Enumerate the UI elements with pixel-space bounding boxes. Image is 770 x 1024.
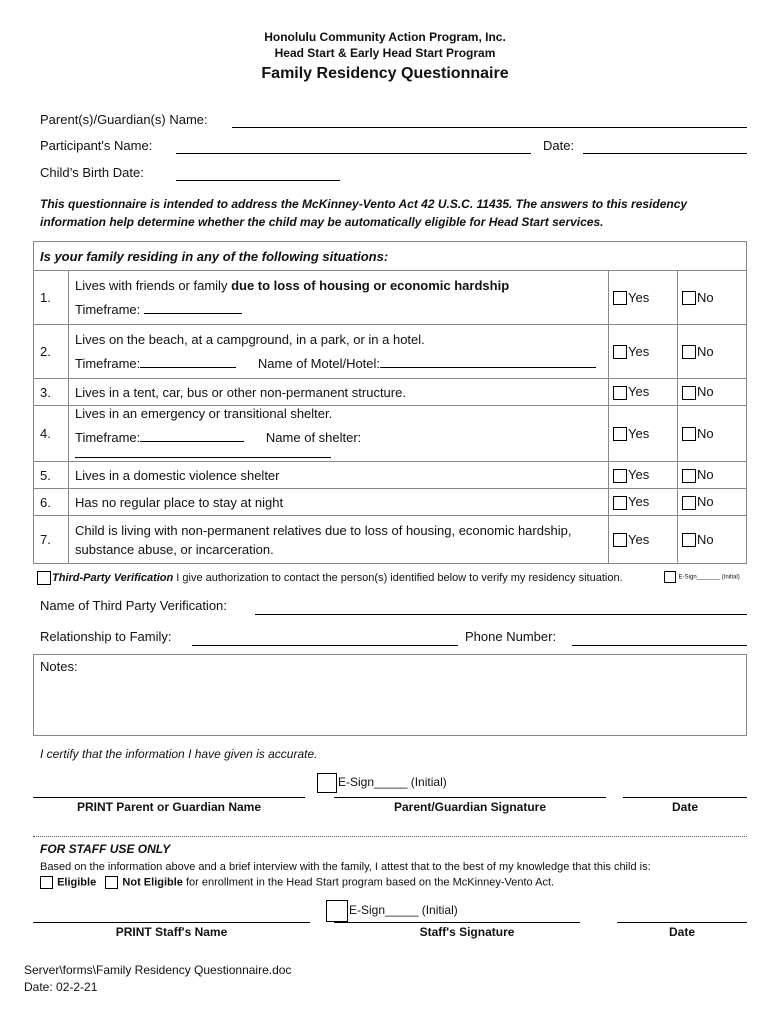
no-checkbox[interactable] (682, 345, 696, 359)
motel-name-label: Name of Motel/Hotel: (257, 356, 381, 371)
row-number: 2. (34, 325, 69, 379)
parent-esign (317, 773, 447, 793)
parent-signature-field[interactable] (334, 797, 606, 798)
eligible-checkbox[interactable] (40, 876, 53, 889)
third-party-name-label: Name of Third Party Verification: (40, 598, 227, 613)
esign-checkbox[interactable] (664, 571, 676, 583)
phone-label: Phone Number: (465, 629, 557, 644)
staff-esign-label: E-Sign_____ (Initial) (349, 903, 458, 918)
yes-checkbox[interactable] (613, 533, 627, 547)
third-party-name-field[interactable] (255, 614, 747, 615)
staff-esign-checkbox[interactable] (326, 900, 348, 922)
parent-print-name-caption: PRINT Parent or Guardian Name (76, 800, 262, 814)
notes-box[interactable] (33, 654, 747, 736)
row-number: 5. (34, 462, 69, 489)
yes-option[interactable] (609, 325, 678, 379)
eligible-label: Eligible (57, 876, 97, 889)
staff-print-name-field[interactable] (33, 922, 310, 923)
timeframe-label: Timeframe: (75, 430, 141, 445)
shelter-name-label: Name of shelter: (265, 430, 362, 445)
no-label: No (697, 494, 714, 510)
shelter-name-field[interactable] (75, 445, 331, 458)
no-checkbox[interactable] (682, 427, 696, 441)
table-row (34, 379, 747, 406)
no-option[interactable] (678, 489, 747, 516)
footer-path: Server\forms\Family Residency Questionnaire.doc (24, 963, 292, 977)
no-label: No (697, 384, 714, 400)
yes-option[interactable] (609, 516, 678, 564)
yes-checkbox[interactable] (613, 386, 627, 400)
no-option[interactable] (678, 379, 747, 406)
third-party-checkbox[interactable] (37, 571, 51, 585)
motel-name-field[interactable] (380, 355, 596, 368)
org-name: Honolulu Community Action Program, Inc. (264, 30, 506, 44)
birth-date-field[interactable] (176, 180, 340, 181)
no-label: No (697, 531, 714, 547)
staff-date-caption: Date (668, 925, 695, 939)
notes-label: Notes: (40, 659, 78, 674)
parent-date-caption: Date (671, 800, 698, 814)
no-checkbox[interactable] (682, 469, 696, 483)
staff-divider (33, 836, 747, 837)
not-eligible-checkbox[interactable] (105, 876, 118, 889)
yes-option[interactable] (609, 406, 678, 462)
third-party-text: I give authorization to contact the person(s) identified below to verify my residency situation. (173, 571, 623, 584)
certify-text: I certify that the information I have given is accurate. (40, 747, 318, 761)
yes-checkbox[interactable] (613, 469, 627, 483)
situations-table (33, 241, 747, 564)
staff-attest: Based on the information above and a brief interview with the family, I attest that to the best of my knowledge that this child is: (40, 861, 651, 873)
yes-checkbox[interactable] (613, 345, 627, 359)
yes-checkbox[interactable] (613, 496, 627, 510)
parent-date-field[interactable] (623, 797, 747, 798)
footer-date: Date: 02-2-21 (24, 980, 98, 994)
no-option[interactable] (678, 516, 747, 564)
yes-checkbox[interactable] (613, 427, 627, 441)
yes-option[interactable] (609, 379, 678, 406)
staff-esign (326, 900, 458, 922)
row-text (69, 406, 609, 462)
row-text: Child is living with non-permanent relatives due to loss of housing, economic hardship, substance abuse, or incarceration. (69, 516, 609, 564)
no-option[interactable] (678, 462, 747, 489)
parent-esign-checkbox[interactable] (317, 773, 337, 793)
yes-option[interactable] (609, 489, 678, 516)
row-text-bold: due to loss of housing or economic hardship (231, 278, 510, 293)
table-row (34, 406, 747, 462)
participant-name-field[interactable] (176, 153, 531, 154)
parent-print-name-field[interactable] (33, 797, 305, 798)
row-text-main: Lives in an emergency or transitional shelter. (75, 406, 333, 421)
date-label: Date: (543, 138, 575, 153)
table-heading: Is your family residing in any of the following situations: (34, 242, 747, 271)
yes-label: Yes (628, 494, 650, 510)
parent-name-field[interactable] (232, 127, 747, 128)
yes-checkbox[interactable] (613, 291, 627, 305)
no-label: No (697, 289, 714, 305)
staff-title: FOR STAFF USE ONLY (40, 842, 171, 856)
row-text-main: Lives with friends or family (75, 278, 232, 293)
yes-label: Yes (628, 289, 650, 305)
third-party-esign (664, 571, 740, 583)
row-text-main: Lives on the beach, at a campground, in a park, or in a hotel. (75, 332, 425, 347)
form-title: Family Residency Questionnaire (261, 65, 509, 82)
esign-small-label: E-Sign_______ (Initial) (678, 574, 740, 581)
birth-date-label: Child’s Birth Date: (40, 165, 144, 180)
staff-signature-field[interactable] (334, 922, 580, 923)
relationship-label: Relationship to Family: (40, 629, 172, 644)
yes-option[interactable] (609, 462, 678, 489)
timeframe-field[interactable] (144, 301, 242, 314)
timeframe-field[interactable] (140, 429, 244, 442)
timeframe-label: Timeframe: (75, 356, 141, 371)
row-number: 3. (34, 379, 69, 406)
row-text: Lives in a domestic violence shelter (69, 462, 609, 489)
parent-signature-caption: Parent/Guardian Signature (393, 800, 547, 814)
staff-print-name-caption: PRINT Staff's Name (115, 925, 228, 939)
no-checkbox[interactable] (682, 496, 696, 510)
table-row (34, 271, 747, 325)
parent-esign-label: E-Sign_____ (Initial) (338, 775, 447, 790)
not-eligible-label: Not Eligible (122, 876, 183, 889)
no-label: No (697, 467, 714, 483)
row-text: Lives in a tent, car, bus or other non-permanent structure. (69, 379, 609, 406)
table-row (34, 462, 747, 489)
no-checkbox[interactable] (682, 291, 696, 305)
table-row (34, 489, 747, 516)
no-option[interactable] (678, 325, 747, 379)
table-row (34, 325, 747, 379)
timeframe-field[interactable] (140, 355, 236, 368)
yes-label: Yes (628, 343, 650, 359)
row-number: 1. (34, 271, 69, 325)
yes-label: Yes (628, 384, 650, 400)
no-label: No (697, 425, 714, 441)
third-party-line (37, 571, 623, 585)
yes-option[interactable] (609, 271, 678, 325)
no-option[interactable] (678, 406, 747, 462)
no-option[interactable] (678, 271, 747, 325)
third-party-title: Third-Party Verification (52, 571, 174, 584)
row-number: 7. (34, 516, 69, 564)
row-text: Has no regular place to stay at night (69, 489, 609, 516)
no-checkbox[interactable] (682, 533, 696, 547)
phone-field[interactable] (572, 645, 747, 646)
yes-label: Yes (628, 425, 650, 441)
row-text (69, 271, 609, 325)
row-number: 6. (34, 489, 69, 516)
staff-signature-caption: Staff's Signature (419, 925, 515, 939)
no-label: No (697, 343, 714, 359)
staff-date-field[interactable] (617, 922, 747, 923)
participant-name-label: Participant's Name: (40, 138, 153, 153)
row-number: 4. (34, 406, 69, 462)
enroll-text: for enrollment in the Head Start program based on the McKinney-Vento Act. (182, 876, 555, 889)
eligibility-line (40, 876, 554, 889)
timeframe-label: Timeframe: (75, 302, 141, 317)
yes-label: Yes (628, 531, 650, 547)
yes-label: Yes (628, 467, 650, 483)
program-name: Head Start & Early Head Start Program (274, 46, 496, 60)
row-text (69, 325, 609, 379)
table-row (34, 516, 747, 564)
intro-text: This questionnaire is intended to address the McKinney-Vento Act 42 U.S.C. 11435. The answers to this residency information help determine whether the child may be automatically eligible for Head Start services. (40, 197, 688, 229)
parent-name-label: Parent(s)/Guardian(s) Name: (40, 112, 208, 127)
date-field[interactable] (583, 153, 747, 154)
no-checkbox[interactable] (682, 386, 696, 400)
relationship-field[interactable] (192, 645, 458, 646)
